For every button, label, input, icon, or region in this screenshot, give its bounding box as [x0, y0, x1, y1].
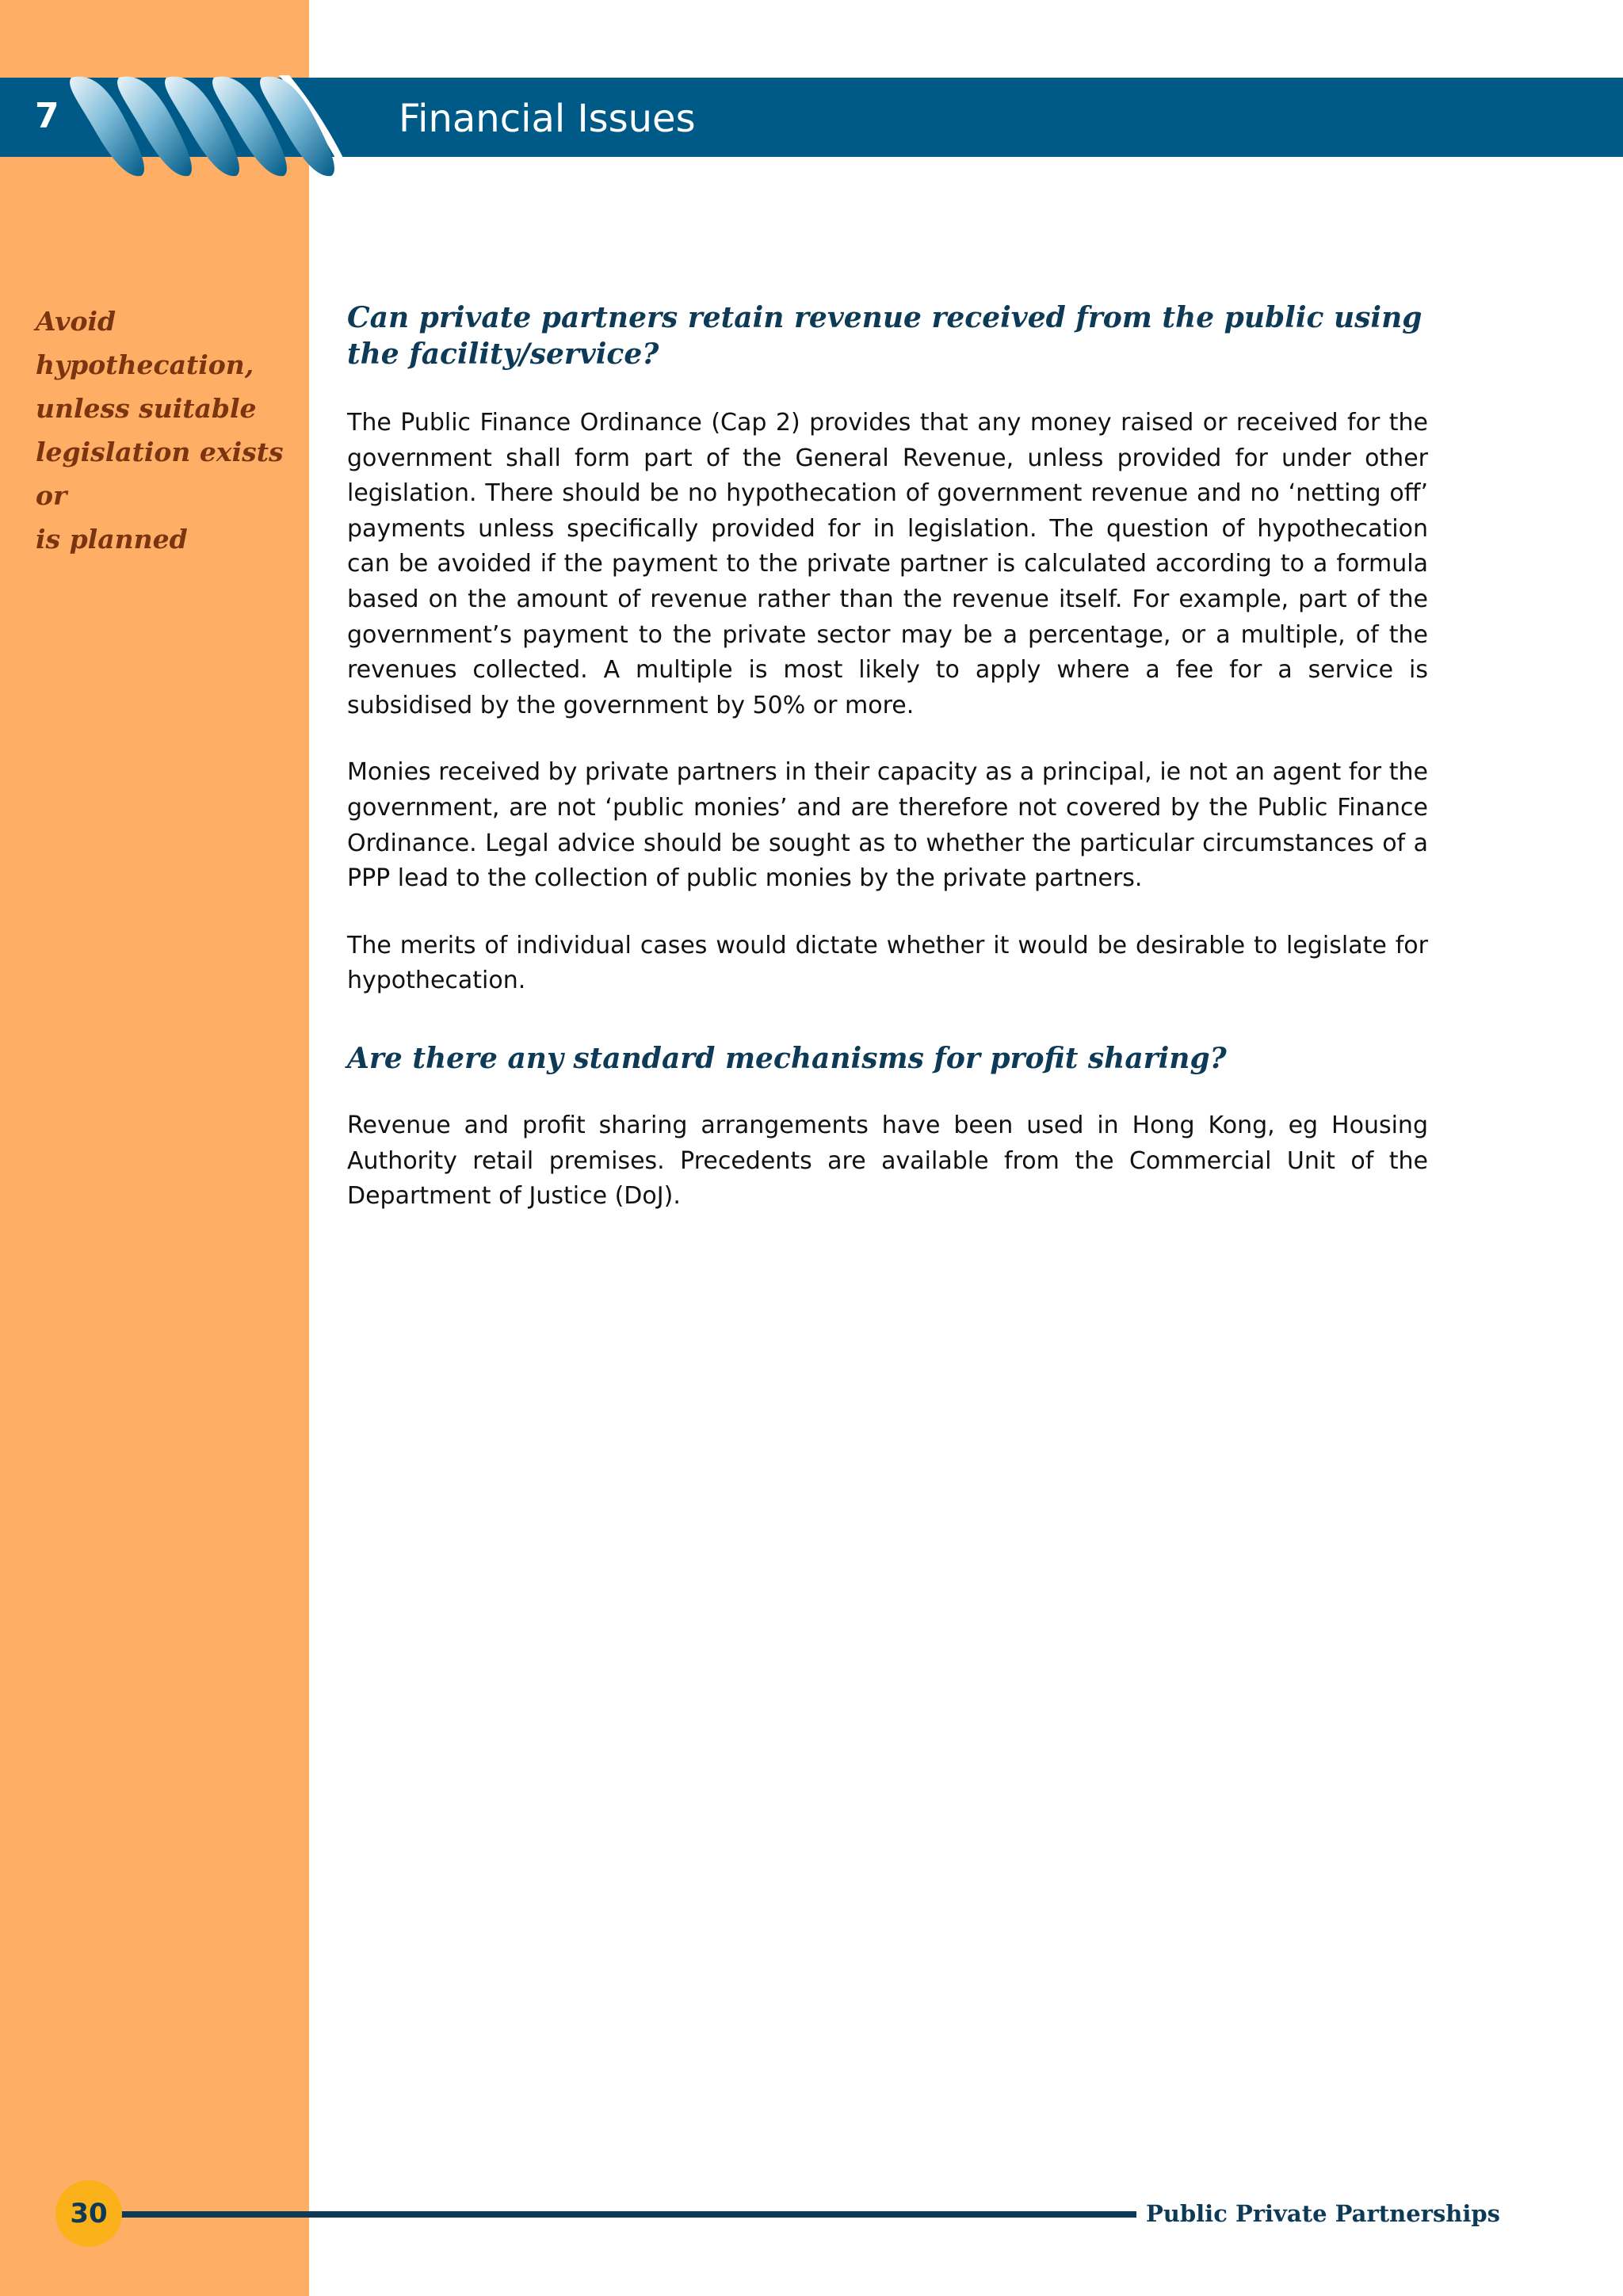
margin-note-line: Avoid [36, 306, 116, 337]
body-paragraph: The merits of individual cases would dictate whether it would be desirable to legislate for hypothecation. [347, 931, 1428, 995]
body-paragraph: Monies received by private partners in their capacity as a principal, ie not an agent for the government, are not ‘public monies’ and are therefore not covered by the Public Finance Ordinance. Legal advice should be sought as to whether the particular circumstances of a PPP lead to the collection of public monies by the private partners. [347, 758, 1428, 893]
publication-title: Public Private Partnerships [1146, 2200, 1500, 2227]
section-heading: Can private partners retain revenue received from the public using the facility/service? [347, 301, 1423, 371]
margin-note-line: hypothecation, [36, 349, 254, 380]
chapter-number: 7 [35, 96, 59, 136]
decorative-ribbons [48, 63, 365, 182]
section-heading: Are there any standard mechanisms for profit sharing? [347, 1041, 1227, 1075]
margin-note-line: unless suitable [36, 393, 257, 424]
margin-note-line: legislation exists or [36, 437, 284, 511]
page-number-badge: 30 [55, 2180, 122, 2247]
body-paragraph: The Public Finance Ordinance (Cap 2) provides that any money raised or received for the government shall form part of the General Revenue, unless provided for under other legislation. There should be no hypothecation of government revenue and no ‘netting off’ payments unless specifically provided for in legislation. The question of hypothecation can be avoided if the payment to the private partner is calculated according to a formula based on the amount of revenue rather than the revenue itself. For example, part of the government’s payment to the private sector may be a percentage, or a multiple, of the revenues collected. A multiple is most likely to apply where a fee for a service is subsidised by the government by 50% or more. [347, 409, 1428, 719]
footer-rule [117, 2211, 1136, 2218]
margin-note [36, 299, 305, 561]
chapter-title: Financial Issues [399, 97, 696, 141]
main-content [347, 299, 1428, 1215]
margin-note-line: is planned [36, 524, 188, 555]
body-paragraph: Revenue and profit sharing arrangements have been used in Hong Kong, eg Housing Authority retail premises. Precedents are available from the Commercial Unit of the Department of Justice (DoJ). [347, 1111, 1428, 1211]
